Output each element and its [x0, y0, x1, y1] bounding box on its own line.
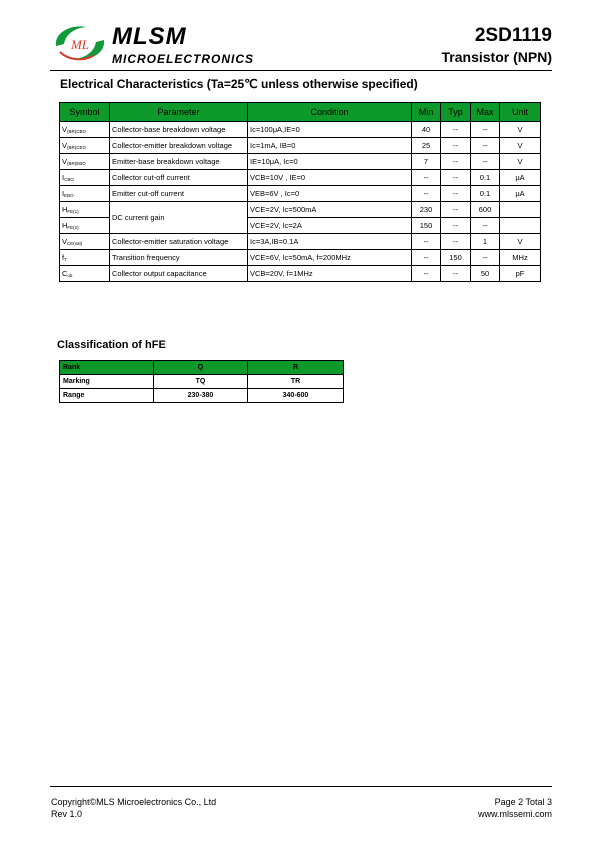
cond-cell: VCB=20V, f=1MHz: [248, 266, 412, 282]
max-cell: 1: [471, 234, 500, 250]
unit-cell: μA: [500, 170, 541, 186]
cond-cell: VCE=2V, Ic=500mA: [248, 202, 412, 218]
parameter-cell: Collector-emitter breakdown voltage: [110, 138, 248, 154]
typ-cell: --: [441, 122, 471, 138]
parameter-cell: Collector cut-off current: [110, 170, 248, 186]
revision-text: Rev 1.0: [51, 809, 83, 819]
table-row: [60, 375, 344, 389]
column-header: Condition: [248, 103, 412, 122]
unit-cell: μA: [500, 186, 541, 202]
parameter-cell: Collector output capacitance: [110, 266, 248, 282]
cond-cell: IE=10μA, Ic=0: [248, 154, 412, 170]
table-row: [60, 250, 541, 266]
footer-divider: [50, 786, 552, 787]
symbol-cell: $V_{(BR)EBO}$: [60, 154, 110, 170]
max-cell: --: [471, 218, 500, 234]
symbol-cell: $f_T$: [60, 250, 110, 266]
symbol-cell: $C_{ob}$: [60, 266, 110, 282]
symbol-cell: $V_{(BR)CBO}$: [60, 122, 110, 138]
column-header: R: [248, 361, 344, 375]
min-cell: --: [412, 266, 441, 282]
column-header: Unit: [500, 103, 541, 122]
table-row: [60, 389, 344, 403]
part-type: Transistor (NPN): [441, 49, 552, 65]
max-cell: --: [471, 122, 500, 138]
parameter-cell: Collector-emitter saturation voltage: [110, 234, 248, 250]
min-cell: 150: [412, 218, 441, 234]
max-cell: --: [471, 250, 500, 266]
table-row: [60, 266, 541, 282]
table-row: [60, 170, 541, 186]
table-row: [60, 234, 541, 250]
max-cell: 600: [471, 202, 500, 218]
symbol-cell: $I_{CBO}$: [60, 170, 110, 186]
unit-cell: V: [500, 234, 541, 250]
typ-cell: --: [441, 218, 471, 234]
parameter-cell: Emitter cut-off current: [110, 186, 248, 202]
parameter-cell: Emitter-base breakdown voltage: [110, 154, 248, 170]
brand-name: MLSM: [112, 23, 187, 50]
symbol-cell: $V_{(BR)CEO}$: [60, 138, 110, 154]
unit-cell: [500, 202, 541, 218]
typ-cell: --: [441, 186, 471, 202]
table-row: [60, 186, 541, 202]
table-row: [60, 138, 541, 154]
table-row: [60, 202, 541, 218]
table-cell: Marking: [60, 375, 154, 389]
page-number: Page 2 Total 3: [494, 797, 552, 807]
cond-cell: Ic=100μA,IE=0: [248, 122, 412, 138]
table-cell: Range: [60, 389, 154, 403]
symbol-cell: $I_{EBO}$: [60, 186, 110, 202]
unit-cell: [500, 218, 541, 234]
max-cell: 0.1: [471, 170, 500, 186]
symbol-cell: $H_{FE(1)}$: [60, 202, 110, 218]
unit-cell: V: [500, 138, 541, 154]
column-header: Typ: [441, 103, 471, 122]
column-header: Q: [154, 361, 248, 375]
min-cell: --: [412, 186, 441, 202]
column-header: Symbol: [60, 103, 110, 122]
cond-cell: VCE=6V, Ic=50mA, f=200MHz: [248, 250, 412, 266]
min-cell: 25: [412, 138, 441, 154]
column-header: Min: [412, 103, 441, 122]
cond-cell: VEB=6V , Ic=0: [248, 186, 412, 202]
part-number: 2SD1119: [474, 25, 552, 46]
max-cell: --: [471, 154, 500, 170]
min-cell: --: [412, 234, 441, 250]
copyright-text: Copyright©MLS Microelectronics Co., Ltd: [51, 797, 217, 807]
typ-cell: --: [441, 138, 471, 154]
min-cell: 40: [412, 122, 441, 138]
cond-cell: Ic=3A,IB=0.1A: [248, 234, 412, 250]
typ-cell: --: [441, 234, 471, 250]
brand-subtitle: MICROELECTRONICS: [112, 52, 254, 66]
table-cell: 230-380: [154, 389, 248, 403]
symbol-cell: $V_{CE(sat)}$: [60, 234, 110, 250]
logo-letters: ML: [70, 37, 90, 52]
min-cell: 230: [412, 202, 441, 218]
parameter-cell: Transition frequency: [110, 250, 248, 266]
header-divider: [50, 70, 552, 71]
typ-cell: 150: [441, 250, 471, 266]
electrical-characteristics-table: [59, 102, 541, 282]
typ-cell: --: [441, 154, 471, 170]
min-cell: --: [412, 170, 441, 186]
unit-cell: V: [500, 154, 541, 170]
table-row: [60, 154, 541, 170]
typ-cell: --: [441, 202, 471, 218]
max-cell: 0.1: [471, 186, 500, 202]
max-cell: --: [471, 138, 500, 154]
cond-cell: VCE=2V, Ic=2A: [248, 218, 412, 234]
column-header: Rank: [60, 361, 154, 375]
table-header-row: [60, 361, 344, 375]
parameter-cell: Collector-base breakdown voltage: [110, 122, 248, 138]
classification-table: [59, 360, 344, 403]
electrical-characteristics-title: Electrical Characteristics (Ta=25℃ unless otherwise specified): [60, 77, 418, 91]
table-cell: TR: [248, 375, 344, 389]
table-cell: 340-600: [248, 389, 344, 403]
symbol-cell: $H_{FE(2)}$: [60, 218, 110, 234]
parameter-cell: DC current gain: [110, 202, 248, 234]
cond-cell: Ic=1mA, IB=0: [248, 138, 412, 154]
min-cell: 7: [412, 154, 441, 170]
typ-cell: --: [441, 266, 471, 282]
unit-cell: pF: [500, 266, 541, 282]
max-cell: 50: [471, 266, 500, 282]
typ-cell: --: [441, 170, 471, 186]
unit-cell: MHz: [500, 250, 541, 266]
table-cell: TQ: [154, 375, 248, 389]
unit-cell: V: [500, 122, 541, 138]
min-cell: --: [412, 250, 441, 266]
table-row: [60, 122, 541, 138]
table-header-row: [60, 103, 541, 122]
column-header: Max: [471, 103, 500, 122]
website-link[interactable]: www.mlssemi.com: [477, 809, 552, 819]
column-header: Parameter: [110, 103, 248, 122]
cond-cell: VCB=10V , IE=0: [248, 170, 412, 186]
mlsm-logo: [50, 22, 110, 64]
classification-title: Classification of hFE: [57, 339, 166, 351]
